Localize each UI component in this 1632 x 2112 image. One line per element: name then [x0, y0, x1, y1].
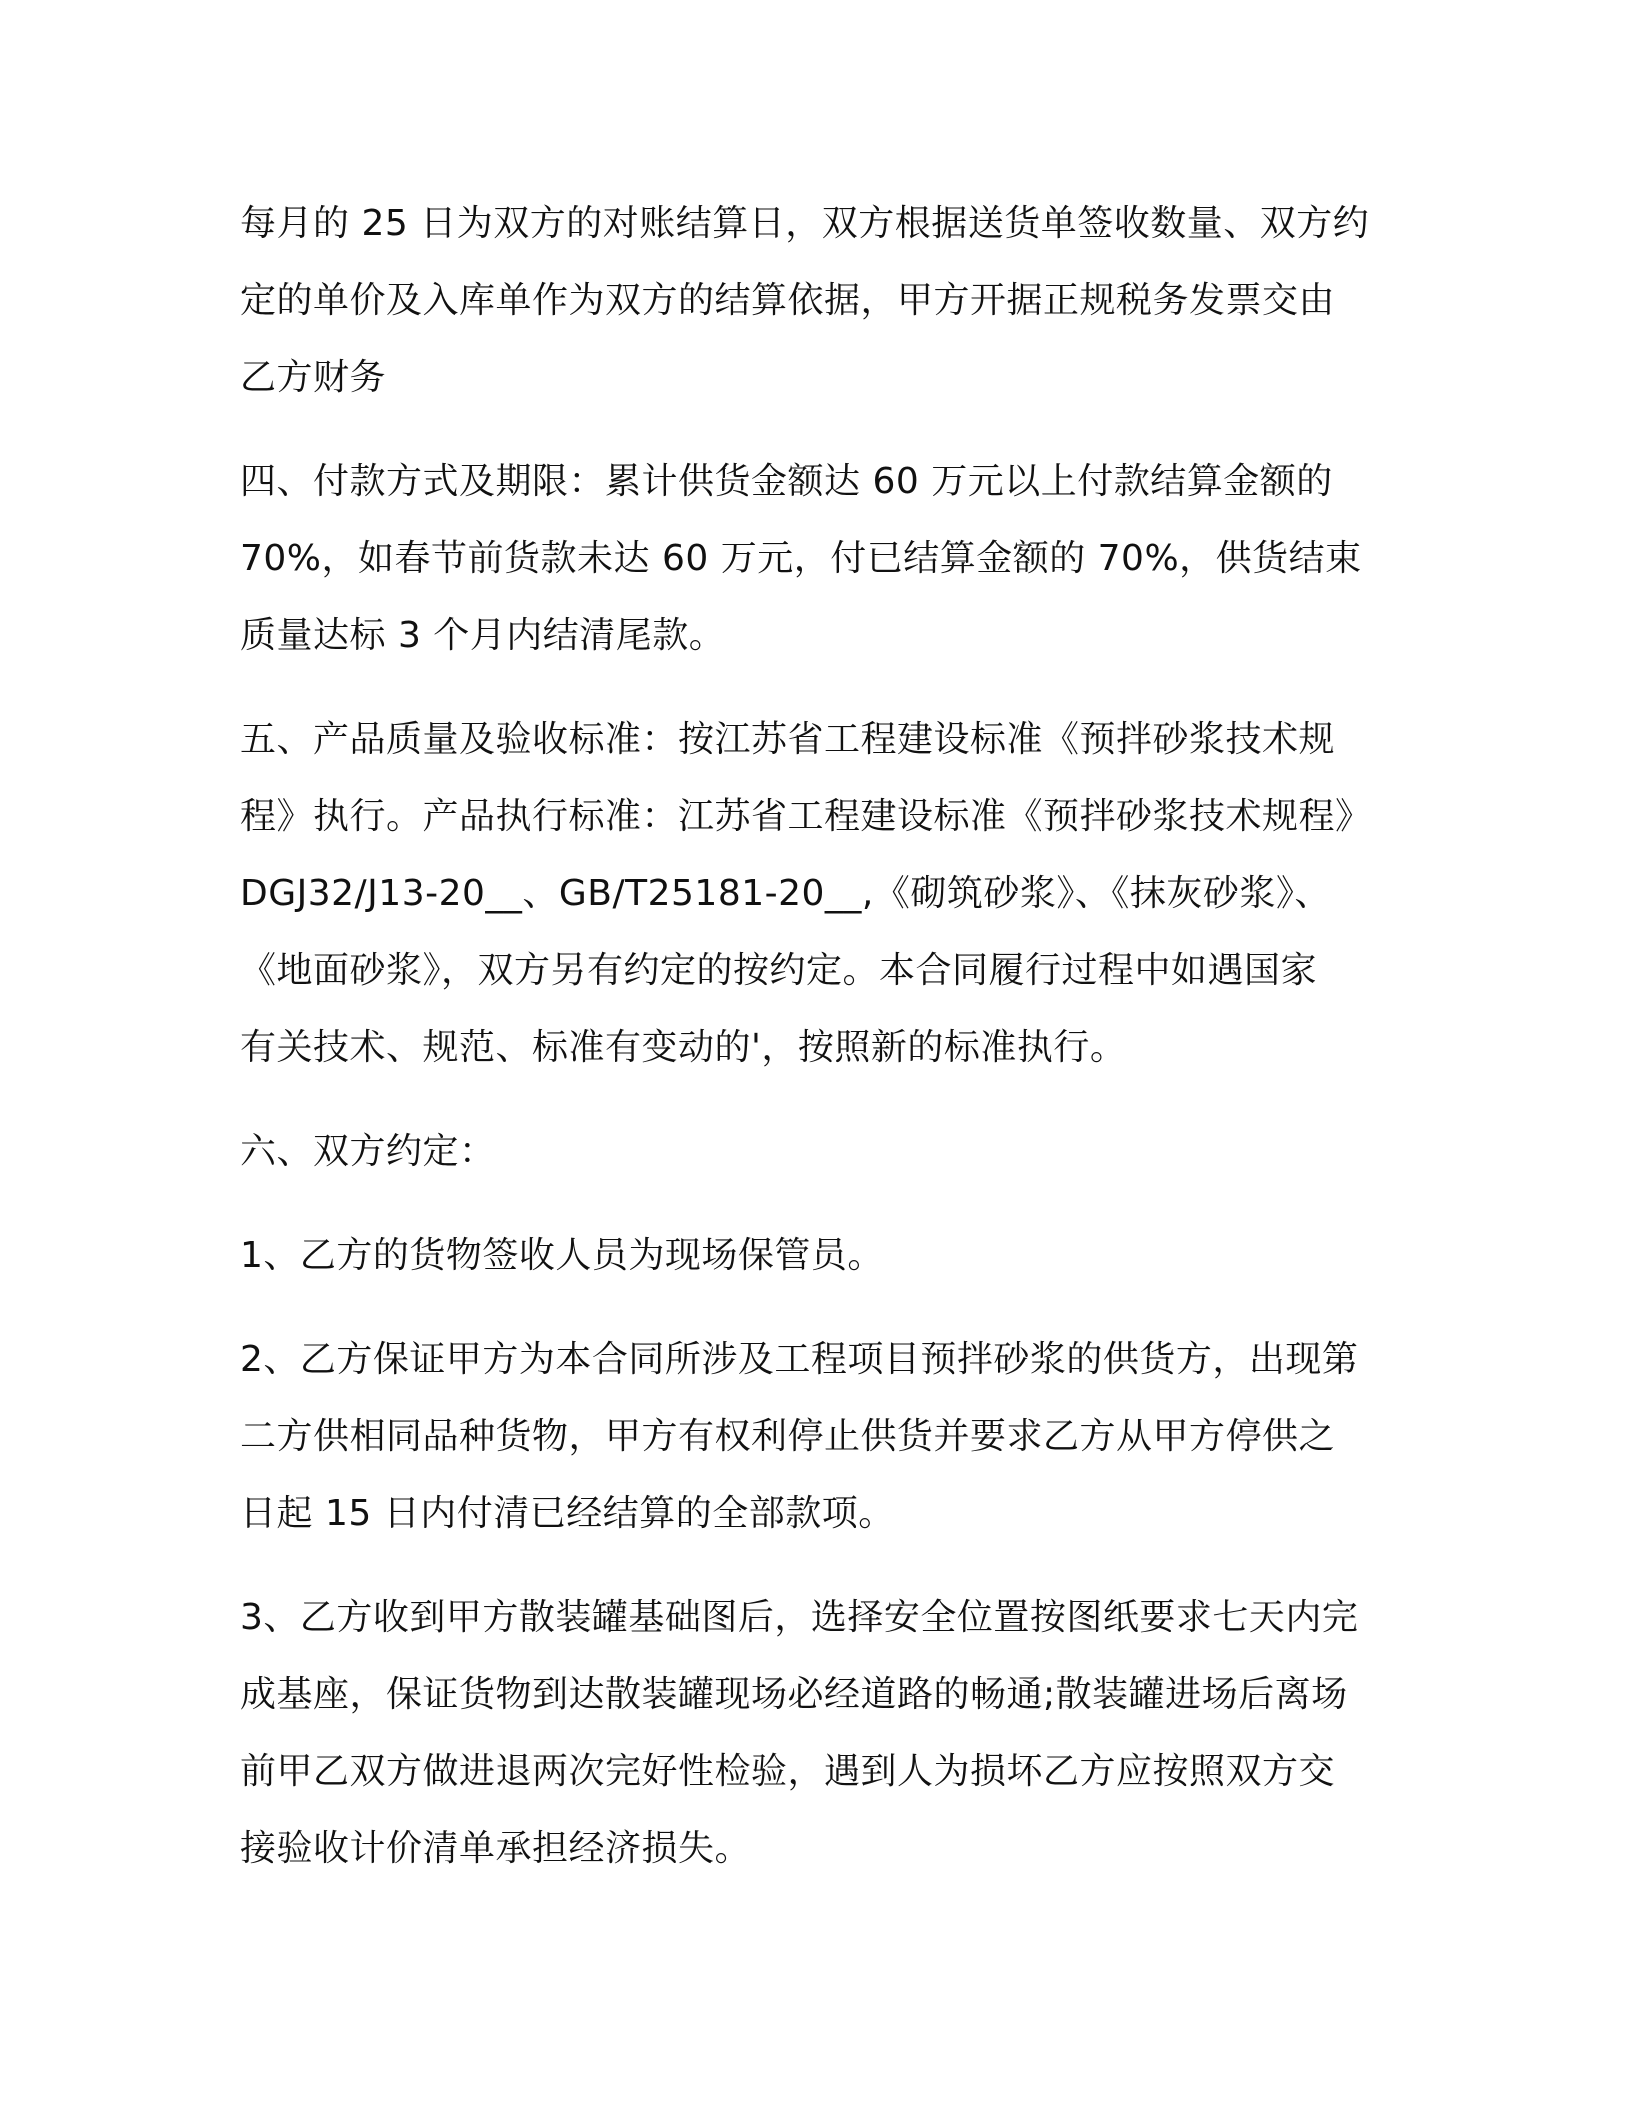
text-line: 六、双方约定：	[240, 1131, 496, 1172]
text-line: 2、乙方保证甲方为本合同所涉及工程项目预拌砂浆的供货方，出现第	[240, 1339, 1359, 1380]
section-heading-mutual-agreement	[240, 1113, 1390, 1190]
clause-3	[240, 1579, 1390, 1887]
paragraph-payment-terms	[240, 443, 1390, 674]
text-line: 程》执行。产品执行标准：江苏省工程建设标准《预拌砂浆技术规程》	[240, 796, 1372, 837]
text-line: 日起 15 日内付清已经结算的全部款项。	[240, 1493, 895, 1534]
text-line: 接验收计价清单承担经济损失。	[240, 1828, 752, 1869]
text-line: 有关技术、规范、标准有变动的'，按照新的标准执行。	[240, 1027, 1127, 1068]
text-line: 成基座，保证货物到达散装罐现场必经道路的畅通;散装罐进场后离场	[240, 1674, 1348, 1715]
text-line: DGJ32/J13-20__、GB/T25181-20__,《砌筑砂浆》、《抹灰砂浆》、	[240, 873, 1331, 914]
clause-2	[240, 1321, 1390, 1552]
text-line: 乙方财务	[240, 357, 387, 398]
paragraph-settlement-date	[240, 185, 1390, 416]
text-line: 70%，如春节前货款未达 60 万元，付已结算金额的 70%，供货结束	[240, 538, 1362, 579]
text-line: 五、产品质量及验收标准：按江苏省工程建设标准《预拌砂浆技术规	[240, 719, 1336, 760]
text-line: 1、乙方的货物签收人员为现场保管员。	[240, 1235, 884, 1276]
clause-1	[240, 1217, 1390, 1294]
text-line: 《地面砂浆》，双方另有约定的按约定。本合同履行过程中如遇国家	[240, 950, 1318, 991]
text-line: 前甲乙双方做进退两次完好性检验，遇到人为损坏乙方应按照双方交	[240, 1751, 1336, 1792]
text-line: 定的单价及入库单作为双方的结算依据，甲方开据正规税务发票交由	[240, 280, 1336, 321]
text-line: 3、乙方收到甲方散装罐基础图后，选择安全位置按图纸要求七天内完	[240, 1597, 1359, 1638]
text-line: 每月的 25 日为双方的对账结算日，双方根据送货单签收数量、双方约	[240, 203, 1370, 244]
document-body	[240, 185, 1390, 1914]
text-line: 质量达标 3 个月内结清尾款。	[240, 615, 726, 656]
paragraph-quality-standards	[240, 701, 1390, 1086]
text-line: 四、付款方式及期限：累计供货金额达 60 万元以上付款结算金额的	[240, 461, 1333, 502]
text-line: 二方供相同品种货物，甲方有权利停止供货并要求乙方从甲方停供之	[240, 1416, 1336, 1457]
